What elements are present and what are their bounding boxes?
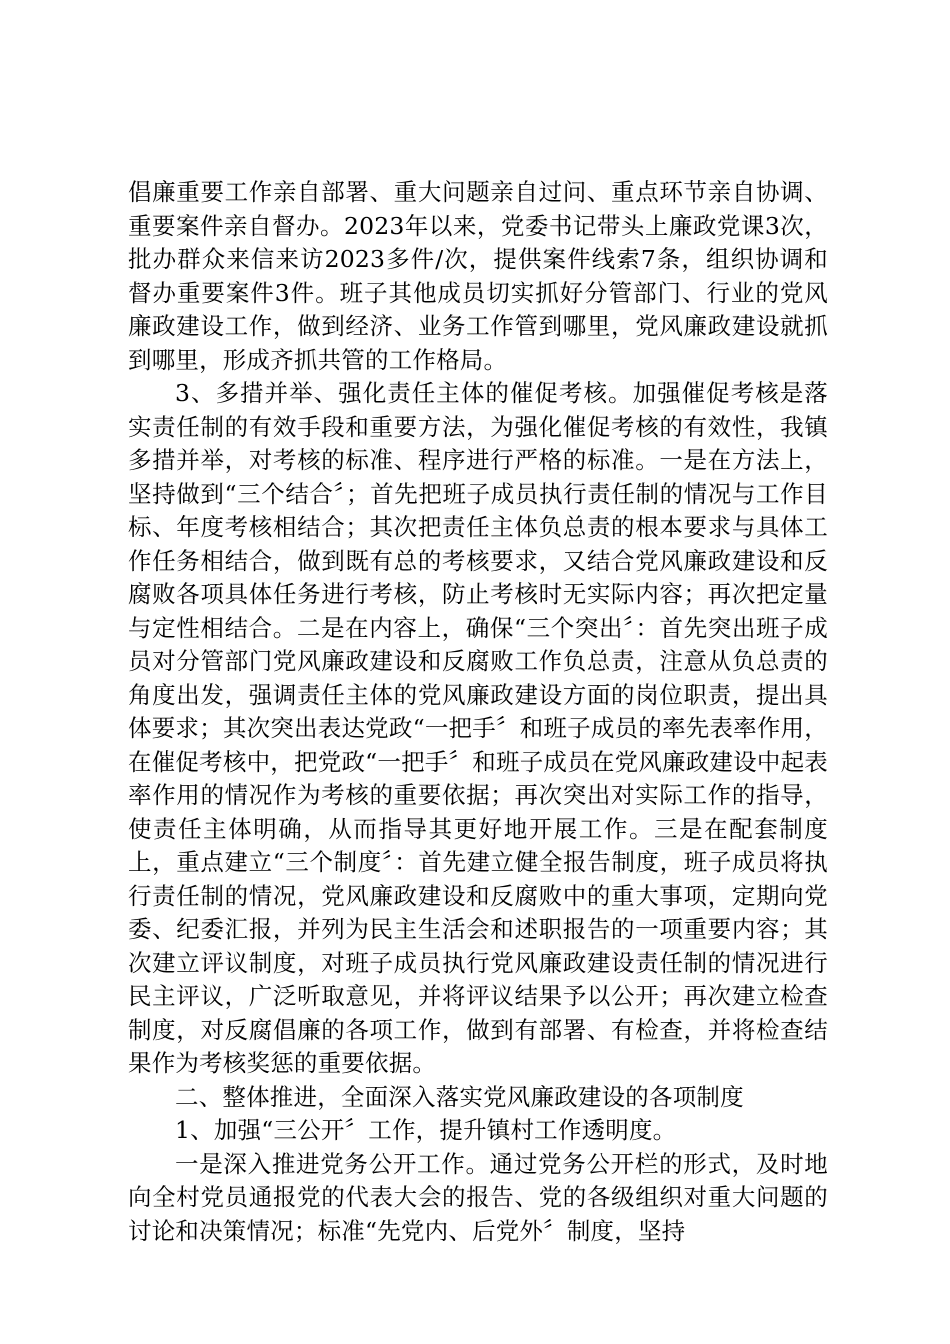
body-paragraph-1: 倡廉重要工作亲自部署、重大问题亲自过问、重点环节亲自协调、重要案件亲自督办。2023年以来，党委书记带头上廉政党课3次，批办群众来信来访2023多件/次，提供案件线索7条，组织协调和督办重要案件3件。班子其他成员切实抓好分管部门、行业的党风廉政建设工作，做到经济、业务工作管到哪里，党风廉政建设就抓到哪里，形成齐抓共管的工作格局。 (128, 178, 828, 374)
document-page (128, 176, 828, 1248)
subsection-heading: 1、加强“三公开〞工作，提升镇村工作透明度。 (175, 1116, 677, 1144)
section-heading: 二、整体推进，全面深入落实党风廉政建设的各项制度 (175, 1082, 744, 1111)
body-paragraph-2: 3、多措并举、强化责任主体的催促考核。加强催促考核是落实责任制的有效手段和重要方法，为强化催促考核的有效性，我镇多措并举，对考核的标准、程序进行严格的标准。一是在方法上，坚持做到“三个结合〞；首先把班子成员执行责任制的情况与工作目标、年度考核相结合；其次把责任主体负总责的根本要求与具体工作任务相结合，做到既有总的考核要求，又结合党风廉政建设和反腐败各项具体任务进行考核，防止考核时无实际内容；再次把定量与定性相结合。二是在内容上，确保“三个突出〞：首先突出班子成员对分管部门党风廉政建设和反腐败工作负总责，注意从负总责的角度出发，强调责任主体的党风廉政建设方面的岗位职责，提出具体要求；其次突出表达党政“一把手〞和班子成员的率先表率作用，在催促考核中，把党政“一把手〞和班子成员在党风廉政建设中起表率作用的情况作为考核的重要依据；再次突出对实际工作的指导，使责任主体明确，从而指导其更好地开展工作。三是在配套制度上，重点建立“三个制度〞：首先建立健全报告制度，班子成员将执行责任制的情况，党风廉政建设和反腐败中的重大事项，定期向党委、纪委汇报，并列为民主生活会和述职报告的一项重要内容；其次建立评议制度，对班子成员执行党风廉政建设责任制的情况进行民主评议，广泛听取意见，并将评议结果予以公开；再次建立检查制度，对反腐倡廉的各项工作，做到有部署、有检查，并将检查结果作为考核奖惩的重要依据。 (128, 379, 828, 1077)
body-paragraph-3: 一是深入推进党务公开工作。通过党务公开栏的形式，及时地向全村党员通报党的代表大会的报告、党的各级组织对重大问题的讨论和决策情况；标准“先党内、后党外〞制度，坚持 (128, 1149, 828, 1245)
